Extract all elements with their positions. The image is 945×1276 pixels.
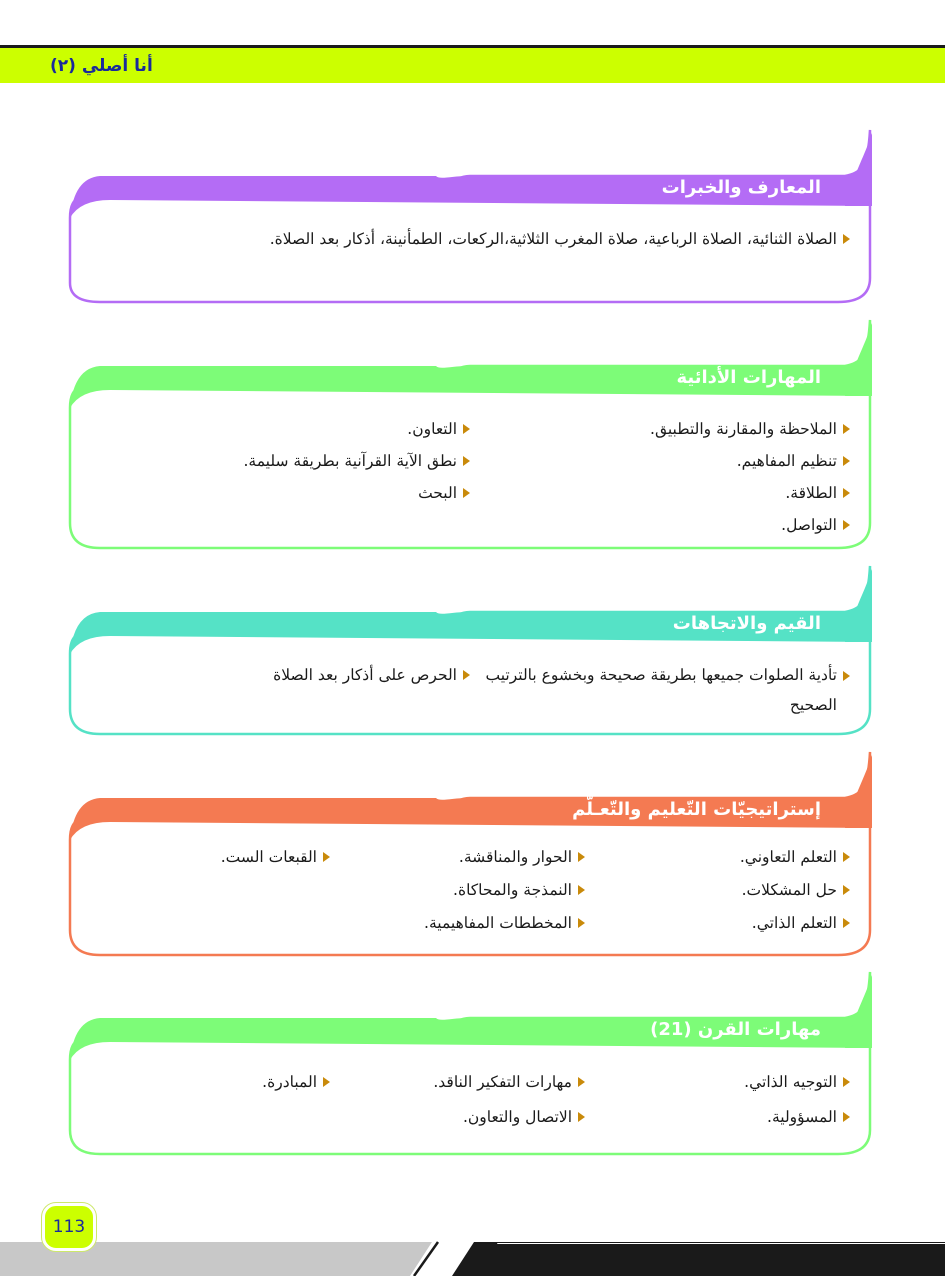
list-item: الملاحظة والمقارنة والتطبيق.: [650, 420, 850, 438]
list-item: المسؤولية.: [767, 1108, 850, 1126]
bullet-icon: [463, 456, 470, 466]
page-number: 113: [42, 1203, 96, 1251]
bullet-icon: [843, 456, 850, 466]
list-item: الصلاة الثنائية، الصلاة الرباعية، صلاة المغرب الثلاثية،الركعات، الطمأنينة، أذكار بعد الصلاة.: [270, 230, 850, 248]
bullet-icon: [463, 488, 470, 498]
list-item: الطلاقة.: [785, 484, 850, 502]
section-strategies: [0, 750, 945, 960]
list-item: النمذجة والمحاكاة.: [453, 881, 585, 899]
list-item: الحرص على أذكار بعد الصلاة: [273, 666, 470, 684]
bullet-icon: [843, 1077, 850, 1087]
list-item: مهارات التفكير الناقد.: [433, 1073, 585, 1091]
section-frame: [0, 128, 945, 308]
bullet-icon: [463, 670, 470, 680]
section-title: المعارف والخبرات: [661, 177, 821, 198]
list-item: التعلم الذاتي.: [752, 914, 850, 932]
bullet-icon: [843, 424, 850, 434]
bullet-icon: [323, 1077, 330, 1087]
section-frame: [0, 970, 945, 1160]
section-values: [0, 564, 945, 740]
section-title: مهارات القرن (21): [650, 1019, 821, 1040]
bullet-icon: [843, 1112, 850, 1122]
list-item: تأدية الصلوات جميعها بطريقة صحيحة وبخشوع بالترتيب الصحيح: [480, 660, 850, 720]
list-item: التوجيه الذاتي.: [744, 1073, 850, 1091]
bullet-icon: [578, 918, 585, 928]
bullet-icon: [843, 488, 850, 498]
header-title: أنا أصلي (٢): [50, 56, 153, 76]
list-item: التعاون.: [407, 420, 470, 438]
list-item: التواصل.: [781, 516, 850, 534]
bullet-icon: [323, 852, 330, 862]
list-item: تنظيم المفاهيم.: [737, 452, 850, 470]
list-item: التعلم التعاوني.: [740, 848, 850, 866]
bullet-icon: [843, 671, 850, 681]
section-skills: [0, 318, 945, 553]
section-21st-century: [0, 970, 945, 1160]
list-item: المخططات المفاهيمية.: [424, 914, 585, 932]
footer-decoration: [0, 1230, 945, 1276]
section-knowledge: [0, 128, 945, 308]
list-item: المبادرة.: [262, 1073, 330, 1091]
section-title: القيم والاتجاهات: [672, 613, 821, 634]
bullet-icon: [578, 852, 585, 862]
bullet-icon: [843, 918, 850, 928]
list-item: الحوار والمناقشة.: [459, 848, 585, 866]
section-title: إستراتيجيّات التّعليم والتّعـلُّم: [572, 799, 821, 820]
bullet-icon: [843, 234, 850, 244]
list-item: البحث: [418, 484, 470, 502]
section-title: المهارات الأدائية: [676, 367, 821, 388]
bullet-icon: [843, 852, 850, 862]
bullet-icon: [578, 1077, 585, 1087]
list-item: نطق الآية القرآنية بطريقة سليمة.: [243, 452, 470, 470]
list-item: القبعات الست.: [221, 848, 330, 866]
bullet-icon: [578, 885, 585, 895]
bullet-icon: [843, 520, 850, 530]
bullet-icon: [578, 1112, 585, 1122]
bullet-icon: [843, 885, 850, 895]
bullet-icon: [463, 424, 470, 434]
list-item: الاتصال والتعاون.: [463, 1108, 585, 1126]
list-item: حل المشكلات.: [742, 881, 850, 899]
